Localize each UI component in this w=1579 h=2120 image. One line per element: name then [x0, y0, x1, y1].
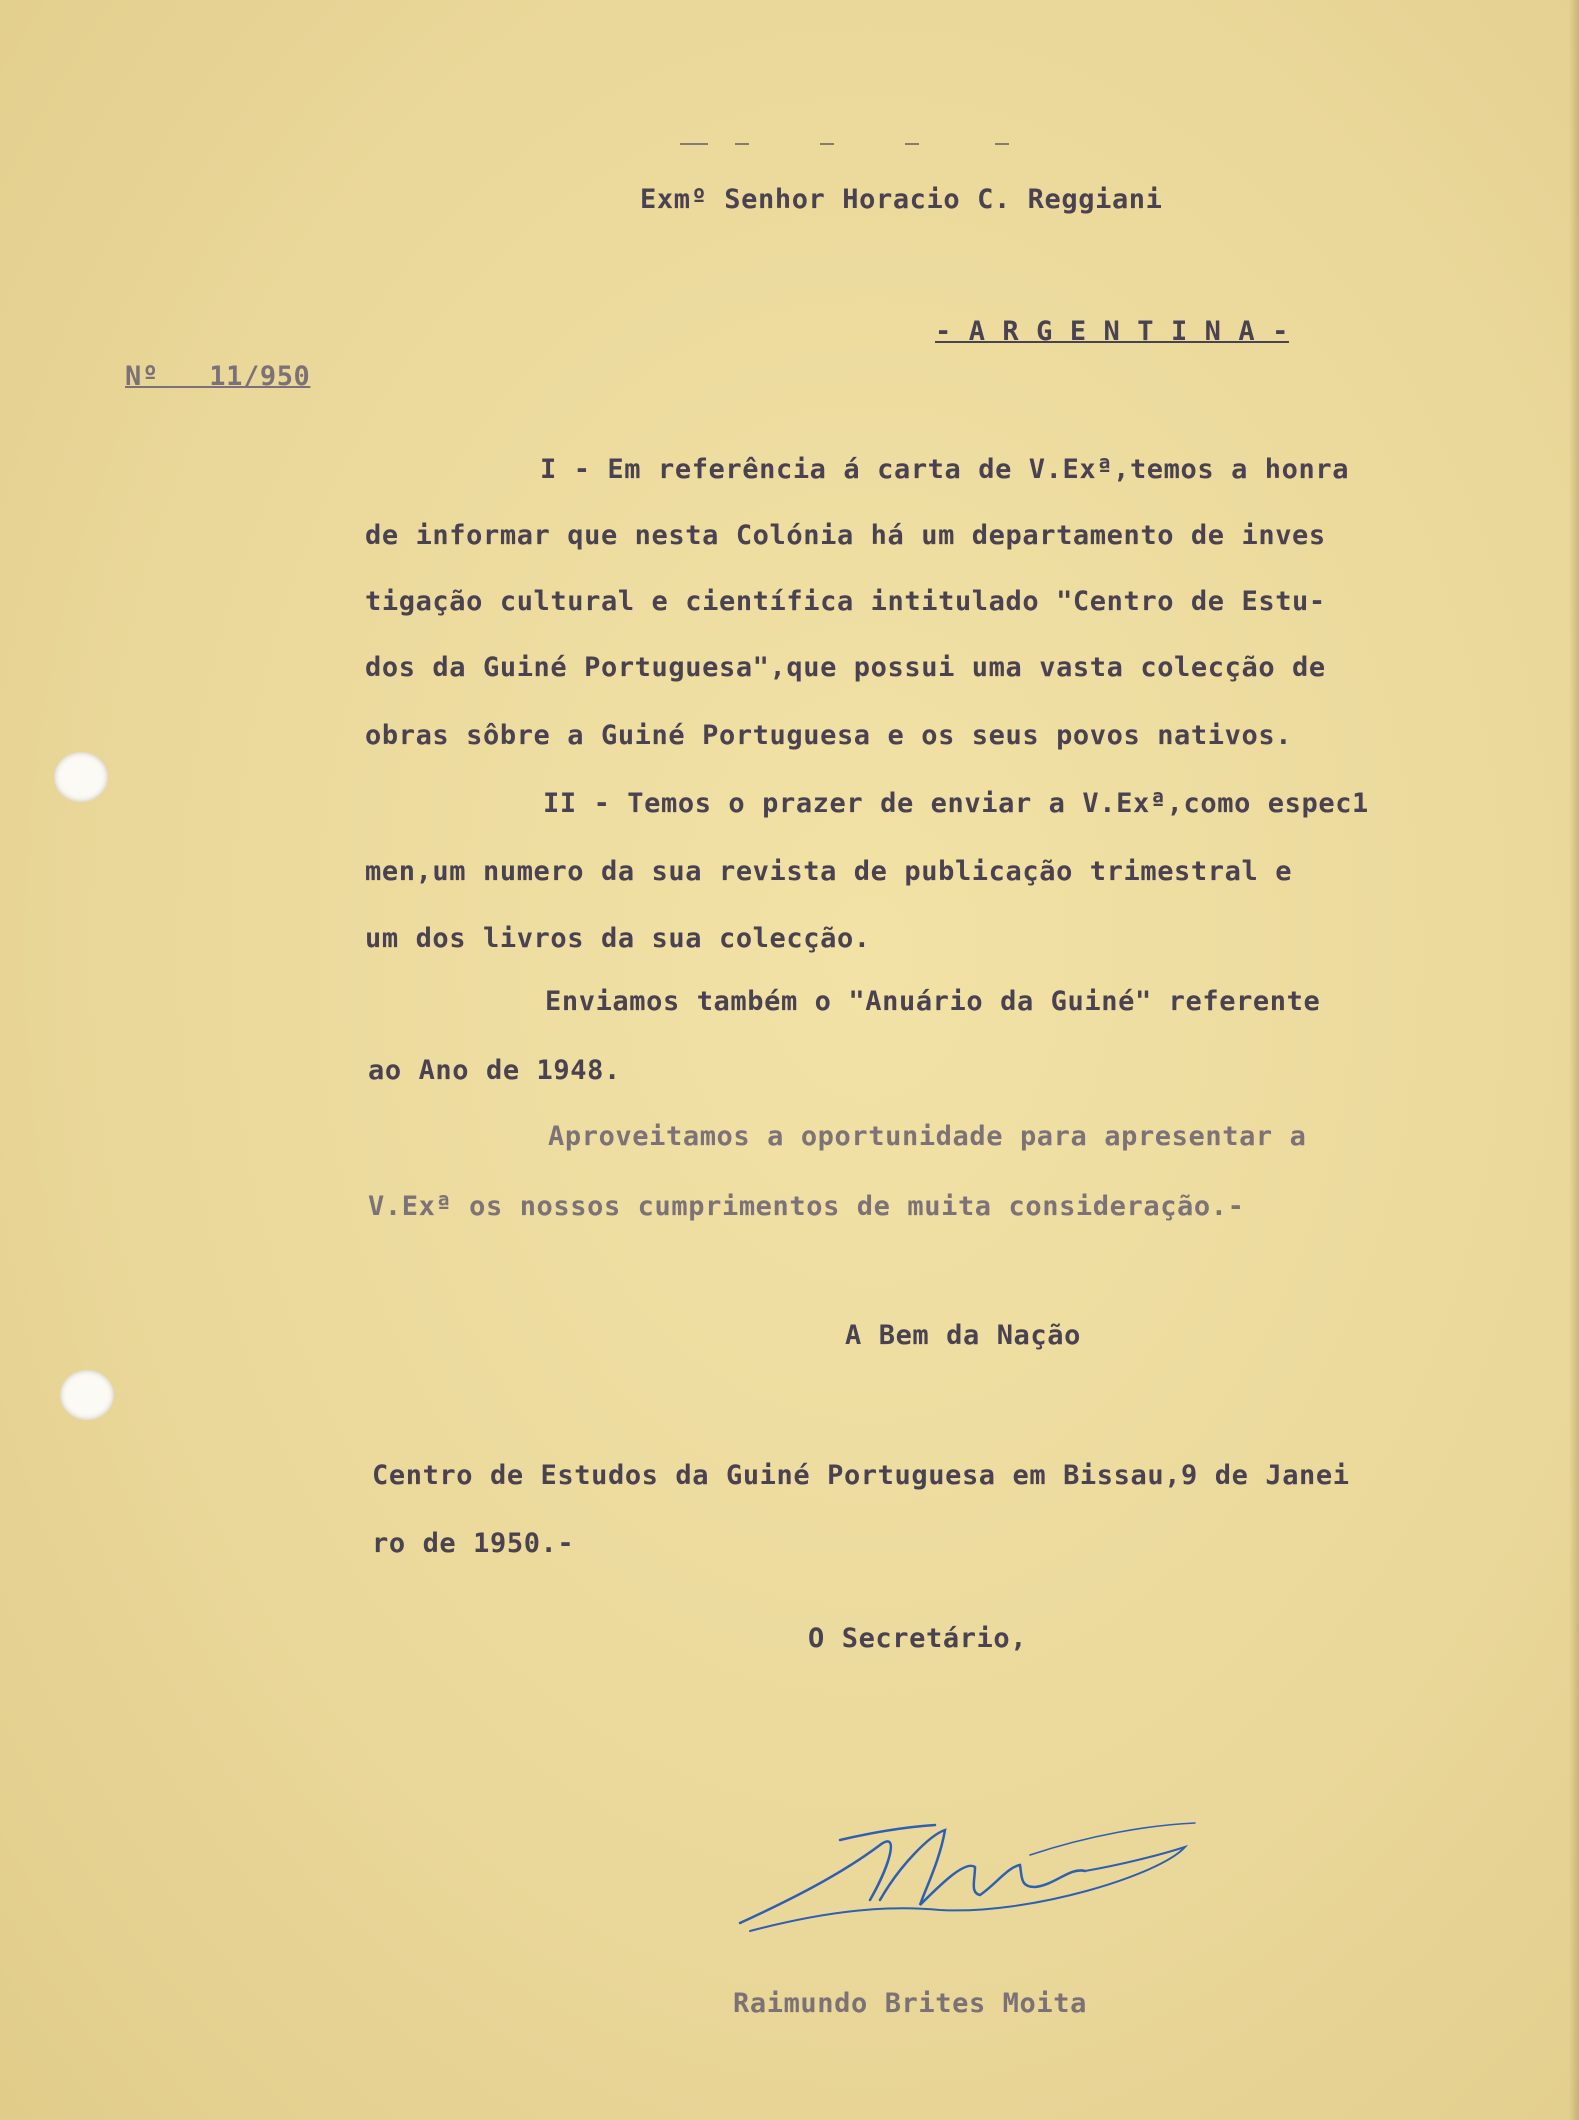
paragraph-line: Enviamos também o "Anuário da Guiné" referente [545, 986, 1321, 1017]
place-date-line: ro de 1950.- [372, 1528, 575, 1559]
country-heading: - A R G E N T I N A - [935, 316, 1289, 347]
addressee: Exmº Senhor Horacio C. Reggiani [640, 184, 1163, 215]
paragraph-line: men,um numero da sua revista de publicação trimestral e [365, 856, 1293, 887]
typing-mark [905, 143, 919, 145]
paper-edge [1569, 0, 1579, 2120]
signatory-name: Raimundo Brites Moita [733, 1988, 1087, 2019]
paragraph-line: de informar que nesta Colónia há um departamento de inves [365, 520, 1326, 551]
typing-mark [735, 143, 749, 145]
paragraph-line: ao Ano de 1948. [368, 1055, 621, 1086]
typing-mark [680, 143, 708, 145]
paragraph-line: I - Em referência á carta de V.Exª,temos a honra [540, 454, 1350, 485]
typing-mark [995, 143, 1009, 145]
place-date-line: Centro de Estudos da Guiné Portuguesa em Bissau,9 de Janei [372, 1460, 1350, 1491]
typing-mark [820, 143, 834, 145]
paragraph-line: tigação cultural e científica intitulado "Centro de Estu- [365, 586, 1326, 617]
handwritten-signature [730, 1805, 1200, 1935]
punch-hole-lower [60, 1370, 114, 1420]
paragraph-line: Aproveitamos a oportunidade para apresentar a [548, 1121, 1307, 1152]
closing-salutation: A Bem da Nação [845, 1320, 1081, 1351]
paragraph-line: um dos livros da sua colecção. [365, 923, 871, 954]
signatory-title: O Secretário, [808, 1623, 1028, 1654]
punch-hole-upper [54, 752, 108, 802]
paragraph-line: dos da Guiné Portuguesa",que possui uma vasta colecção de [365, 652, 1326, 683]
paragraph-line: obras sôbre a Guiné Portuguesa e os seus povos nativos. [365, 720, 1293, 751]
reference-number: Nº 11/950 [125, 361, 311, 392]
paragraph-line: II - Temos o prazer de enviar a V.Exª,como espec1 [543, 788, 1369, 819]
paragraph-line: V.Exª os nossos cumprimentos de muita consideração.- [368, 1191, 1245, 1222]
